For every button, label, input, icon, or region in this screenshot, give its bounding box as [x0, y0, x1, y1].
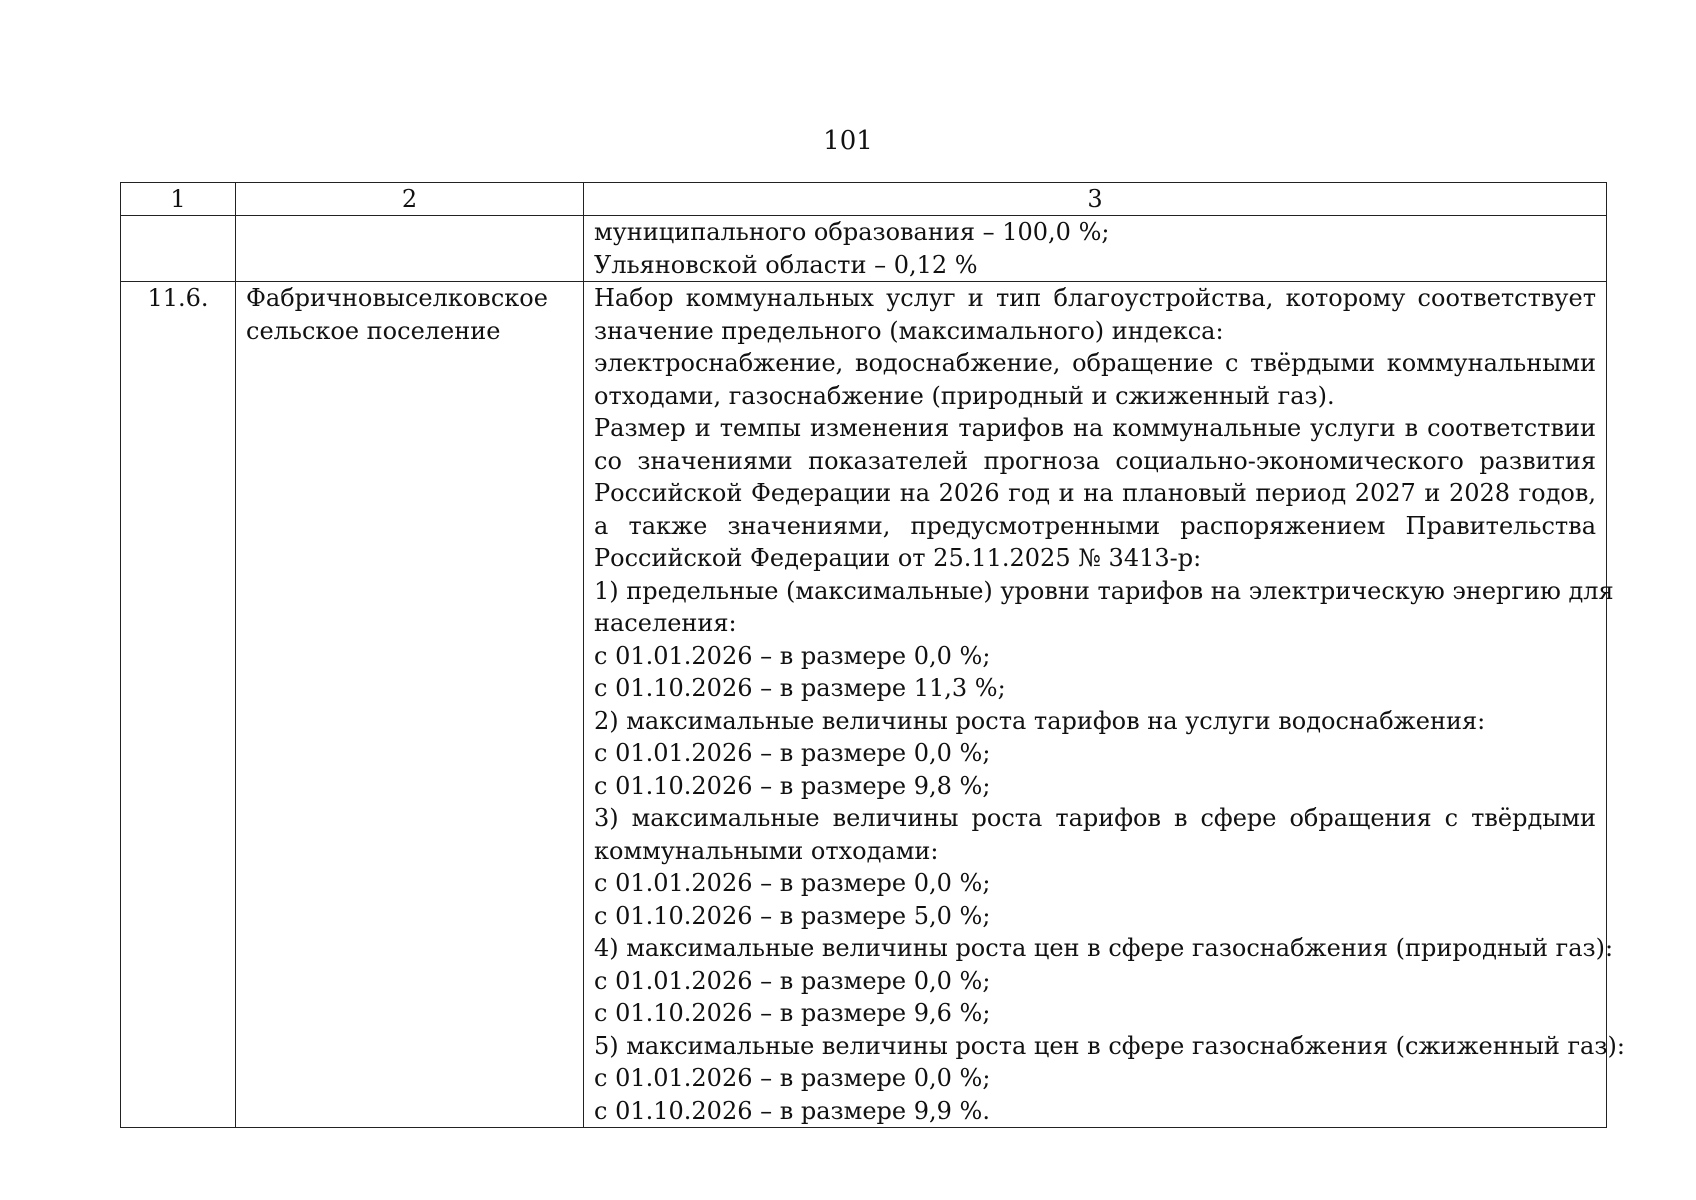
settlement-name-cell — [236, 282, 584, 1128]
text-line: Ульяновской области – 0,12 % — [594, 250, 978, 279]
text-line: с 01.01.2026 – в размере 0,0 %; — [594, 966, 991, 995]
text-line: а также значениями, предусмотренными распоряжением Правительства — [594, 511, 1596, 540]
settlement-name-line: сельское поселение — [246, 316, 501, 345]
text-line: Размер и темпы изменения тарифов на коммунальные услуги в соответствии — [594, 414, 1596, 442]
text-line: с 01.10.2026 – в размере 9,6 %; — [594, 999, 991, 1027]
text-line: с 01.01.2026 – в размере 0,0 %; — [594, 869, 991, 897]
text-line: электроснабжение, водоснабжение, обращение с твёрдыми коммунальными — [594, 349, 1596, 377]
text-line: коммунальными отходами: — [594, 836, 939, 865]
text-line: муниципального образования – 100,0 %; — [594, 218, 1110, 246]
header-row — [121, 183, 1607, 216]
continuation-name-cell — [236, 216, 584, 282]
table-header — [121, 183, 1607, 216]
tariff-table — [120, 182, 1625, 1128]
continuation-row — [121, 216, 1607, 282]
column-header-1: 1 — [121, 183, 236, 216]
text-line: со значениями показателей прогноза социально-экономического развития — [594, 446, 1596, 475]
text-line: 4) максимальные величины роста цен в сфере газоснабжения (природный газ): — [594, 934, 1614, 962]
settlement-name-line: Фабричновыселковское — [246, 284, 548, 312]
text-line: с 01.10.2026 – в размере 9,9 %. — [594, 1096, 990, 1125]
column-header-2: 2 — [236, 183, 584, 216]
text-line: с 01.10.2026 – в размере 11,3 %; — [594, 674, 1006, 702]
text-line: с 01.01.2026 – в размере 0,0 %; — [594, 739, 991, 767]
text-line: с 01.10.2026 – в размере 5,0 %; — [594, 901, 991, 930]
text-line: значение предельного (максимального) индекса: — [594, 316, 1224, 345]
text-line: Российской Федерации на 2026 год и на плановый период 2027 и 2028 годов, — [594, 479, 1596, 507]
text-line: отходами, газоснабжение (природный и сжиженный газ). — [594, 381, 1335, 410]
text-line: Набор коммунальных услуг и тип благоустройства, которому соответствует — [594, 284, 1596, 312]
text-line: 5) максимальные величины роста цен в сфере газоснабжения (сжиженный газ): — [594, 1031, 1625, 1060]
continuation-number-cell — [121, 216, 236, 282]
column-header-3: 3 — [584, 183, 1607, 216]
text-line: с 01.01.2026 – в размере 0,0 %; — [594, 1064, 991, 1092]
page-number: 101 — [823, 126, 873, 156]
text-line: Российской Федерации от 25.11.2025 № 3413-р: — [594, 544, 1202, 572]
text-line: населения: — [594, 609, 737, 637]
row-number: 11.6. — [121, 282, 236, 1128]
tariff-text-cell — [584, 282, 1625, 1128]
continuation-text-cell — [584, 216, 1607, 282]
text-line: 3) максимальные величины роста тарифов в сфере обращения с твёрдыми — [594, 804, 1596, 832]
text-line: 2) максимальные величины роста тарифов на услуги водоснабжения: — [594, 706, 1486, 735]
text-line: 1) предельные (максимальные) уровни тарифов на электрическую энергию для — [594, 576, 1614, 605]
text-line: с 01.01.2026 – в размере 0,0 %; — [594, 641, 991, 670]
text-line: с 01.10.2026 – в размере 9,8 %; — [594, 771, 991, 800]
table-row — [121, 282, 1607, 1128]
